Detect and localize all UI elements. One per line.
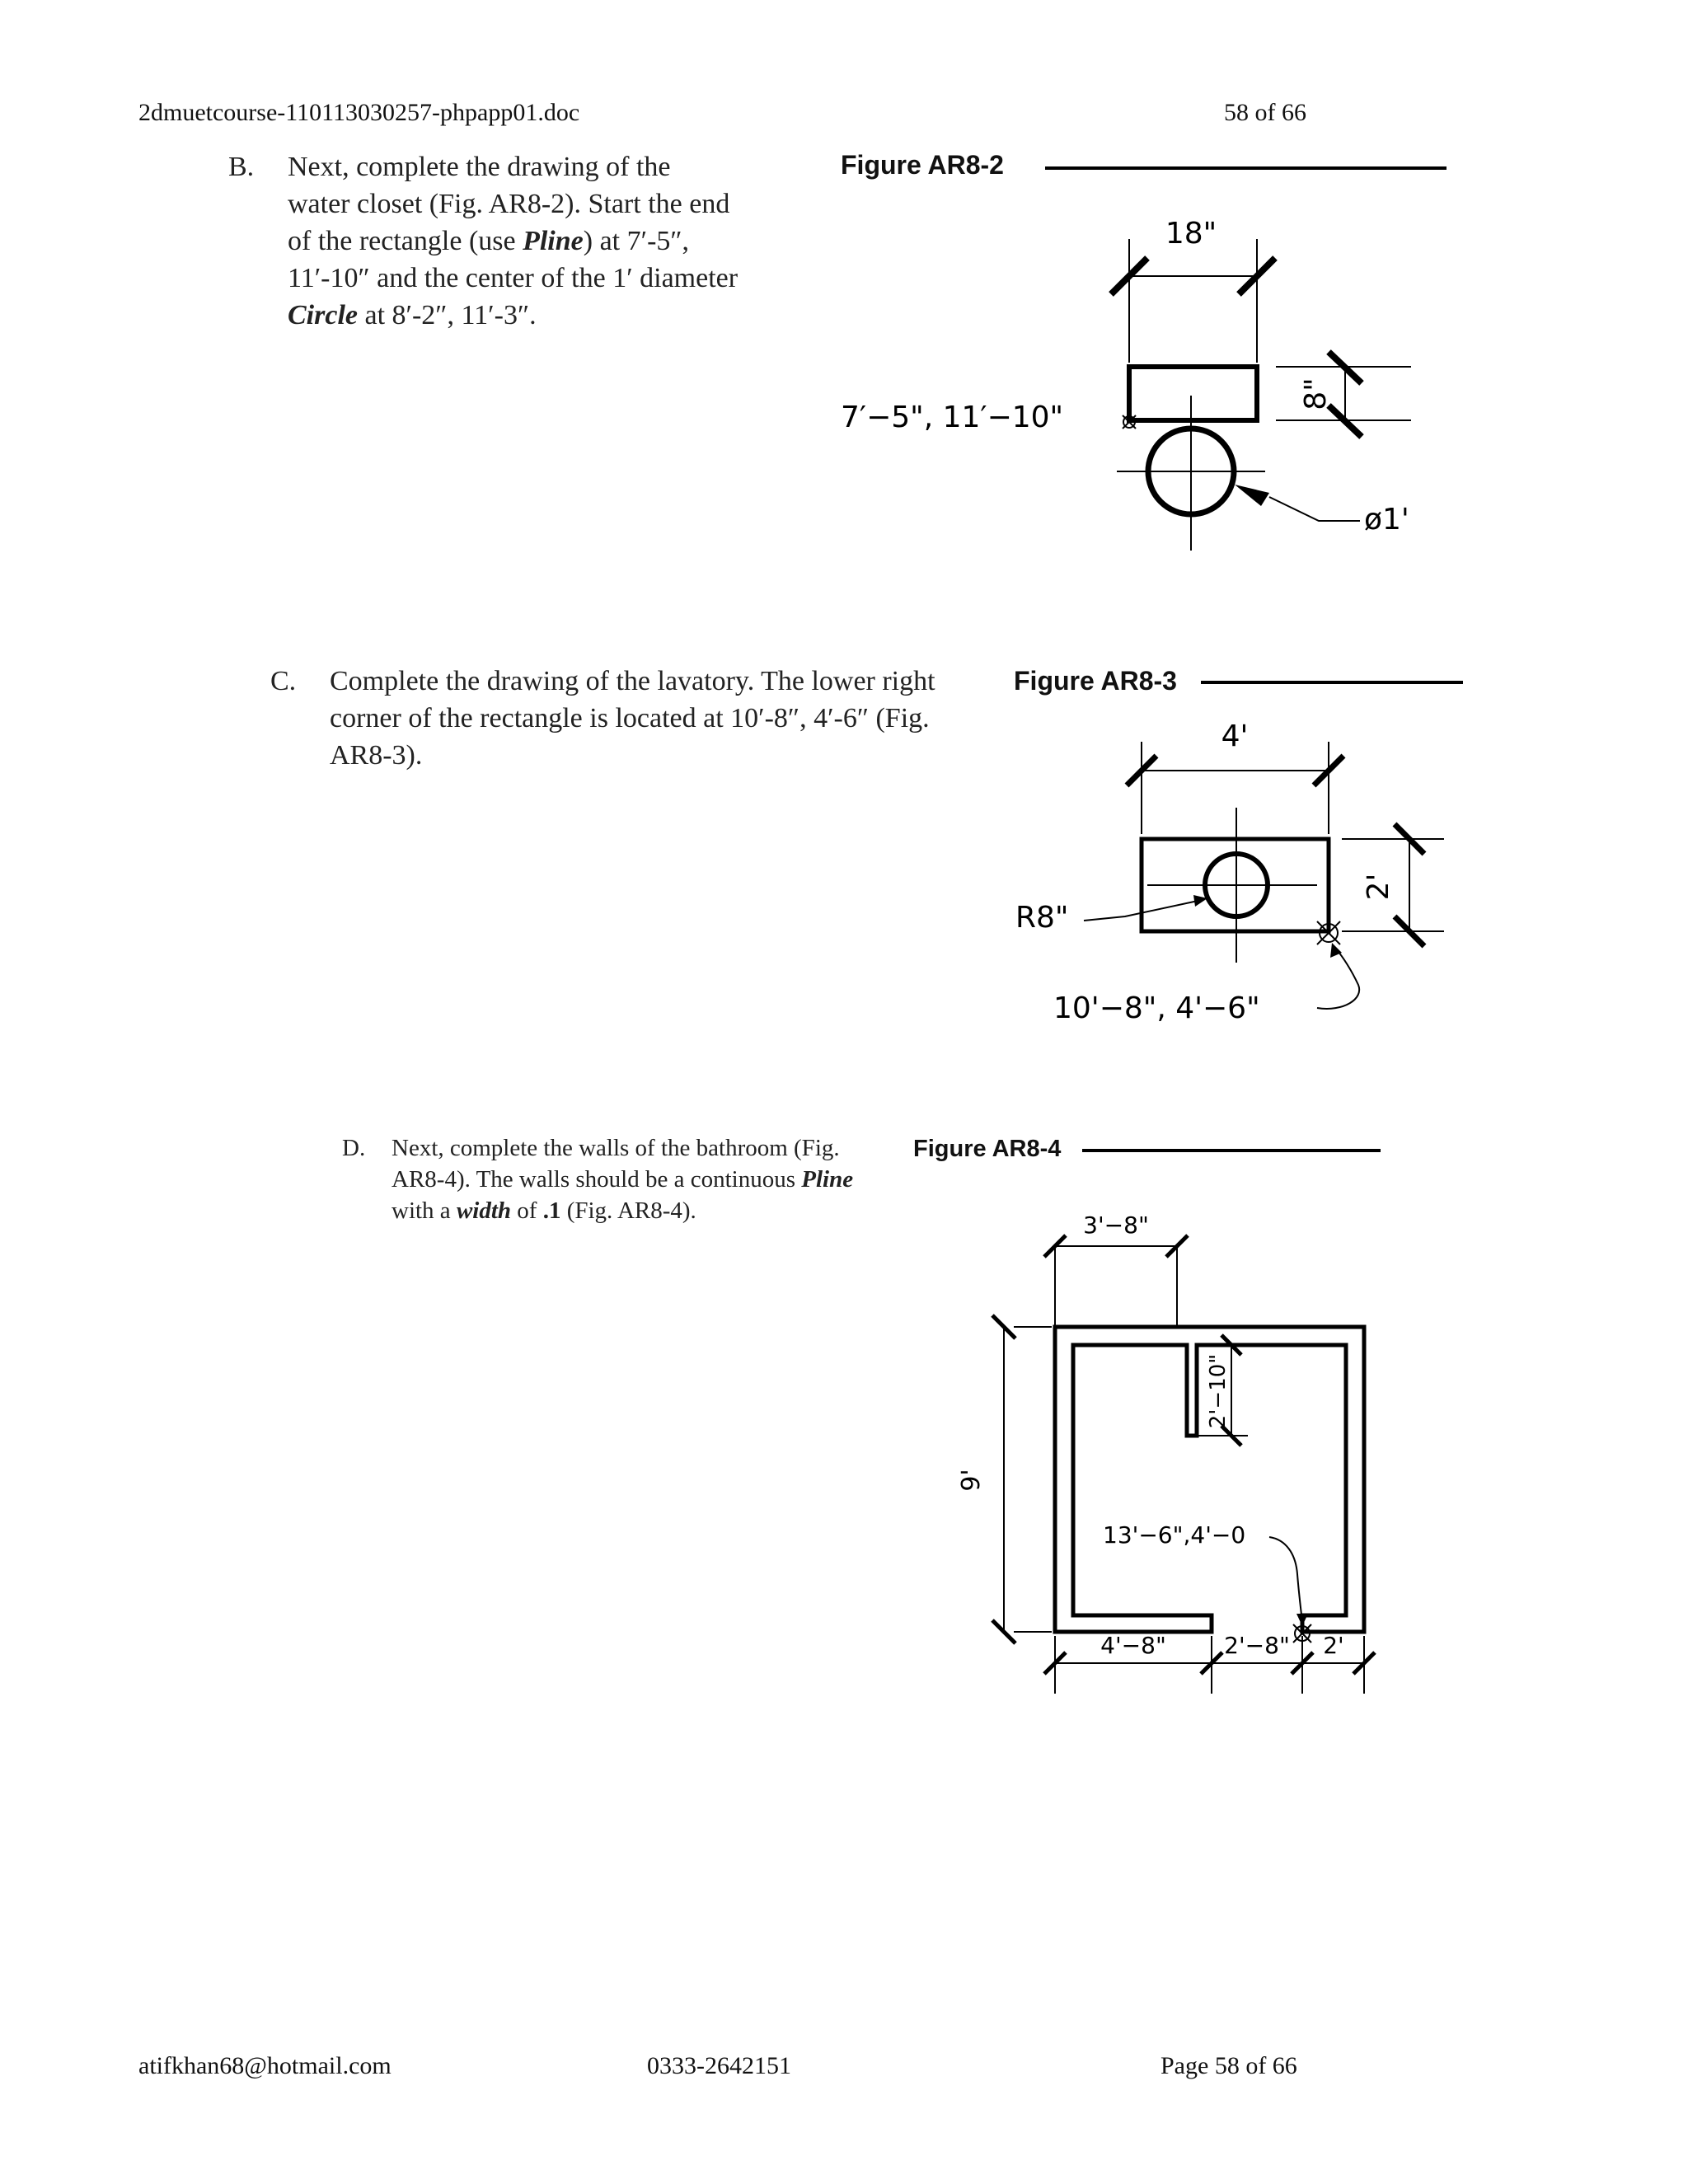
step-text-run: ) at 7′-5″, 11′-10″ and the center of the 1′ diameter (288, 226, 738, 293)
leader-arrow (1330, 943, 1342, 958)
emphasized-term: .1 (542, 1197, 561, 1224)
step-text-run: (Fig. AR8-4). (560, 1197, 696, 1224)
emphasized-term: Circle (288, 300, 358, 330)
figure-title-rule (1201, 681, 1463, 684)
diameter-label: ø1' (1364, 503, 1409, 537)
water-closet-tank (1129, 367, 1257, 420)
step-text (330, 663, 979, 774)
leader-arrow (1296, 1614, 1308, 1626)
bottom-dimension-label: 2'−8" (1224, 1632, 1290, 1659)
width-dimension-label: 18" (1165, 217, 1217, 251)
step-text-run: of (511, 1197, 543, 1224)
figure-title-rule (1082, 1149, 1381, 1152)
figure-ar8-2-title: Figure AR8-2 (841, 150, 1004, 180)
step-letter: C. (270, 666, 297, 696)
step-text (392, 1132, 878, 1226)
step-c (270, 663, 979, 774)
leader-line (1269, 497, 1360, 521)
partition-dimension-label: 2'−10" (1206, 1353, 1231, 1429)
leader-line (1269, 1537, 1302, 1622)
coordinate-label: 13'−6",4'−0 (1103, 1521, 1246, 1549)
height-dimension-label: 2' (1362, 873, 1395, 901)
top-dimension-label: 3'−8" (1083, 1212, 1149, 1239)
figure-title-rule (1045, 166, 1447, 170)
step-text-run: Complete the drawing of the lavatory. The lower right corner of the rectangle is located at 10′-8″, 4′-6″ (Fig. AR8-3). (330, 666, 935, 771)
leader-line (1317, 948, 1359, 1009)
footer-email: atifkhan68@hotmail.com (138, 2052, 392, 2079)
step-text-run: with a (392, 1197, 457, 1224)
left-dimension-label: 9' (957, 1469, 986, 1492)
corner-coordinate-label: 10'−8", 4'−6" (1053, 991, 1260, 1025)
bottom-dimension-label: 2' (1323, 1632, 1344, 1659)
footer-page-number: Page 58 of 66 (1160, 2052, 1297, 2079)
emphasized-term: Pline (523, 226, 584, 256)
corner-coordinate-label: 7′−5", 11′−10" (841, 401, 1064, 434)
step-text (288, 148, 739, 334)
step-text-run: Next, complete the drawing of the water closet (Fig. AR8-2). Start the end of the rectangle (use (288, 152, 730, 256)
bottom-dimension-label: 4'−8" (1100, 1632, 1166, 1659)
width-dimension-label: 4' (1221, 719, 1249, 753)
step-letter: D. (342, 1135, 366, 1161)
figure-ar8-3-title: Figure AR8-3 (1014, 666, 1177, 696)
step-letter: B. (228, 152, 255, 182)
step-text-run: at 8′-2″, 11′-3″. (357, 300, 537, 330)
document-filename: 2dmuetcourse-110113030257-phpapp01.doc (138, 99, 580, 126)
emphasized-term: Pline (801, 1166, 854, 1193)
figure-ar8-4-drawing (940, 1187, 1401, 1714)
step-b (228, 148, 739, 334)
emphasized-term: width (456, 1197, 512, 1224)
figure-ar8-2-drawing (824, 206, 1451, 569)
footer-phone: 0333-2642151 (647, 2052, 791, 2079)
step-text-run: Next, complete the walls of the bathroom (Fig. AR8-4). The walls should be a continuous (392, 1135, 840, 1193)
figure-ar8-3-drawing (989, 709, 1467, 1038)
radius-label: R8" (1015, 901, 1069, 935)
page-counter: 58 of 66 (1224, 99, 1306, 126)
figure-ar8-4-title: Figure AR8-4 (913, 1136, 1062, 1162)
step-d (342, 1132, 878, 1226)
leader-arrow (1235, 485, 1269, 506)
height-dimension-label: 8" (1299, 377, 1333, 410)
